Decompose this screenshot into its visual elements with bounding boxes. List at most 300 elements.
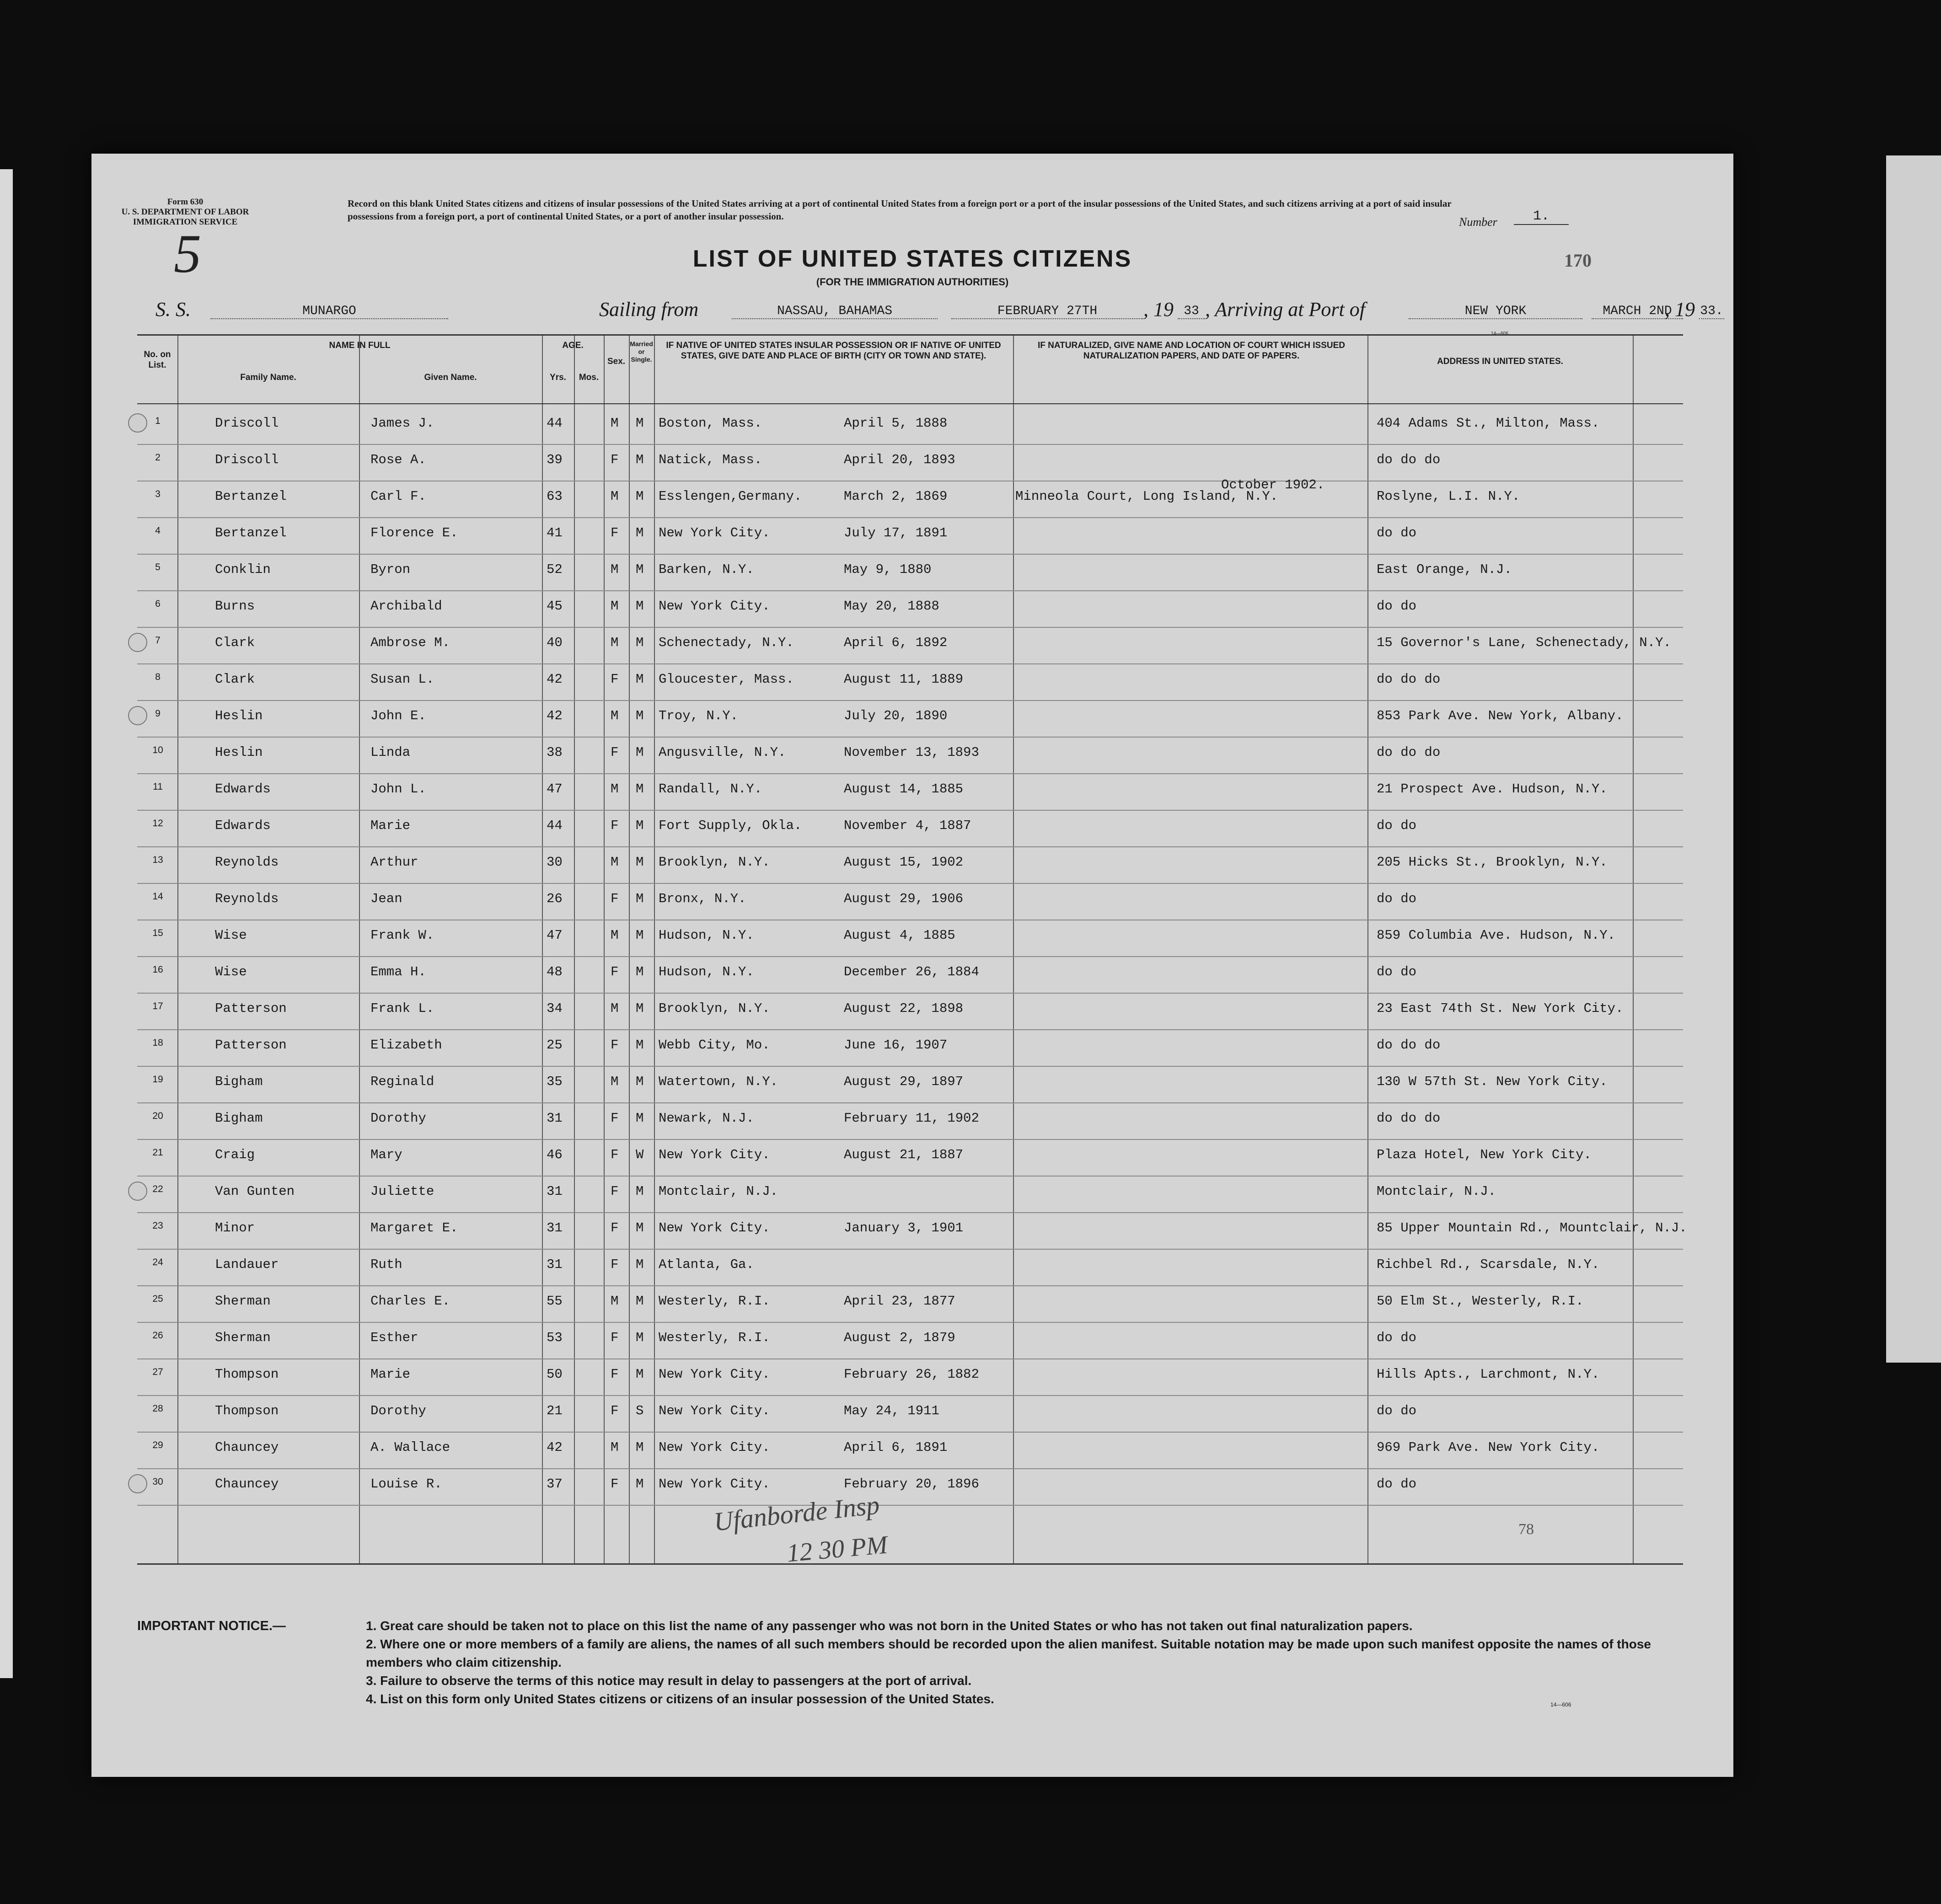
sex: F <box>611 1330 619 1345</box>
sex: M <box>611 599 619 614</box>
sex: M <box>611 1001 619 1016</box>
us-address: do do <box>1377 1330 1417 1345</box>
marital-status: M <box>636 928 644 943</box>
age-years: 31 <box>547 1184 563 1199</box>
birth-date: August 11, 1889 <box>844 672 964 687</box>
given-name: Charles E. <box>370 1294 450 1309</box>
sex: F <box>611 452 619 467</box>
given-name: Dorothy <box>370 1403 426 1418</box>
marital-status: M <box>636 452 644 467</box>
birth-place: Montclair, N.J. <box>659 1184 778 1199</box>
sex: M <box>611 562 619 577</box>
inspector-signature: Ufanborde Insp <box>712 1490 881 1537</box>
birth-date: May 20, 1888 <box>844 599 939 614</box>
sex: F <box>611 1476 619 1492</box>
birth-place: New York City. <box>659 1367 770 1382</box>
family-name: Patterson <box>215 1001 287 1016</box>
record-instructions: Record on this blank United States citizens and citizens of insular possessions of the United States arriving at a port of continental United States from a foreign port or a port of the insular possessions of the United States, and such citizens arriving at a port of said insular possessions from a foreign port, a port of continental United States, or a port of another insular possession. <box>348 198 1452 222</box>
age-years: 63 <box>547 489 563 504</box>
marital-status: S <box>636 1403 644 1418</box>
birth-place: Webb City, Mo. <box>659 1038 770 1053</box>
birth-place: Watertown, N.Y. <box>659 1074 778 1089</box>
age-years: 39 <box>547 452 563 467</box>
us-address: Plaza Hotel, New York City. <box>1377 1147 1592 1162</box>
row-number: 27 <box>152 1367 163 1377</box>
marital-status: M <box>636 745 644 760</box>
row-number: 25 <box>152 1294 163 1304</box>
marital-status: M <box>636 1001 644 1016</box>
adjacent-page-right-edge <box>1886 155 1941 1363</box>
sex: M <box>611 1074 619 1089</box>
us-address: do do <box>1377 1403 1417 1418</box>
row-number: 13 <box>152 855 163 865</box>
row-number: 14 <box>152 891 163 902</box>
given-name: Elizabeth <box>370 1038 442 1053</box>
birth-place: Barken, N.Y. <box>659 562 754 577</box>
family-name: Thompson <box>215 1367 279 1382</box>
us-address: 21 Prospect Ave. Hudson, N.Y. <box>1377 781 1608 797</box>
family-name: Heslin <box>215 708 263 723</box>
notice-item: 4. List on this form only United States citizens or citizens of an insular possession of the United States. <box>366 1692 994 1706</box>
given-name: Archibald <box>370 599 442 614</box>
marital-status: M <box>636 599 644 614</box>
given-name: Florence E. <box>370 525 458 540</box>
family-name: Sherman <box>215 1294 271 1309</box>
given-name: Juliette <box>370 1184 434 1199</box>
marital-status: M <box>636 525 644 540</box>
birth-date: February 26, 1882 <box>844 1367 979 1382</box>
marital-status: M <box>636 416 644 431</box>
header-given-name: Given Name. <box>424 373 477 382</box>
birth-date: July 17, 1891 <box>844 525 948 540</box>
age-years: 30 <box>547 855 563 870</box>
birth-date: August 15, 1902 <box>844 855 964 870</box>
margin-stamp: 78 <box>1518 1521 1534 1538</box>
birth-place: New York City. <box>659 1440 770 1455</box>
birth-place: Westerly, R.I. <box>659 1294 770 1309</box>
birth-date: August 29, 1906 <box>844 891 964 906</box>
age-years: 55 <box>547 1294 563 1309</box>
age-years: 35 <box>547 1074 563 1089</box>
voyage-line <box>155 298 1733 325</box>
given-name: Frank L. <box>370 1001 434 1016</box>
birth-date: May 24, 1911 <box>844 1403 939 1418</box>
sailing-from-label: Sailing from <box>599 298 699 321</box>
arrival-date: MARCH 2ND <box>1592 304 1683 319</box>
header-address: ADDRESS IN UNITED STATES. <box>1437 357 1563 366</box>
marital-status: M <box>636 891 644 906</box>
family-name: Reynolds <box>215 855 279 870</box>
birth-date: April 20, 1893 <box>844 452 955 467</box>
sex: M <box>611 635 619 650</box>
sex: F <box>611 525 619 540</box>
marital-status: W <box>636 1147 644 1162</box>
us-address: 85 Upper Mountain Rd., Mountclair, N.J. <box>1377 1220 1687 1235</box>
birth-date: August 14, 1885 <box>844 781 964 797</box>
sex: F <box>611 1257 619 1272</box>
birth-date: March 2, 1869 <box>844 489 948 504</box>
marital-status: M <box>636 1257 644 1272</box>
sex: M <box>611 489 619 504</box>
family-name: Thompson <box>215 1403 279 1418</box>
manifest-sheet <box>91 154 1733 1777</box>
arrival-year: 33. <box>1699 304 1724 319</box>
age-years: 34 <box>547 1001 563 1016</box>
arrival-port: NEW YORK <box>1409 304 1582 319</box>
birth-date: April 6, 1892 <box>844 635 948 650</box>
binder-hole <box>128 1182 147 1201</box>
marital-status: M <box>636 635 644 650</box>
row-number: 19 <box>152 1074 163 1085</box>
age-years: 47 <box>547 781 563 797</box>
marital-status: M <box>636 964 644 979</box>
given-name: Reginald <box>370 1074 434 1089</box>
sex: F <box>611 1403 619 1418</box>
us-address: Roslyne, L.I. N.Y. <box>1377 489 1520 504</box>
given-name: Marie <box>370 1367 411 1382</box>
age-years: 47 <box>547 928 563 943</box>
row-number: 11 <box>153 781 163 792</box>
family-name: Reynolds <box>215 891 279 906</box>
us-address: 859 Columbia Ave. Hudson, N.Y. <box>1377 928 1616 943</box>
sex: F <box>611 1111 619 1126</box>
family-name: Burns <box>215 599 255 614</box>
row-number: 24 <box>152 1257 163 1268</box>
birth-place: Esslengen,Germany. <box>659 489 802 504</box>
age-years: 21 <box>547 1403 563 1418</box>
form-code: 14—606 <box>1550 1701 1571 1708</box>
family-name: Craig <box>215 1147 255 1162</box>
age-years: 40 <box>547 635 563 650</box>
family-name: Wise <box>215 964 247 979</box>
marital-status: M <box>636 1294 644 1309</box>
age-years: 25 <box>547 1038 563 1053</box>
sex: M <box>611 1294 619 1309</box>
given-name: Louise R. <box>370 1476 442 1492</box>
birth-date: August 21, 1887 <box>844 1147 964 1162</box>
family-name: Landauer <box>215 1257 279 1272</box>
us-address: 969 Park Ave. New York City. <box>1377 1440 1600 1455</box>
family-name: Edwards <box>215 781 271 797</box>
age-years: 31 <box>547 1111 563 1126</box>
given-name: Arthur <box>370 855 418 870</box>
notice-title: IMPORTANT NOTICE.— <box>137 1619 286 1633</box>
birth-place: Westerly, R.I. <box>659 1330 770 1345</box>
us-address: Hills Apts., Larchmont, N.Y. <box>1377 1367 1600 1382</box>
birth-place: New York City. <box>659 1403 770 1418</box>
form-identifier: Form 630 U. S. DEPARTMENT OF LABOR IMMIGRATION SERVICE <box>121 197 249 227</box>
marital-status: M <box>636 1476 644 1492</box>
number-value: 1. <box>1514 209 1569 225</box>
us-address: do do <box>1377 1476 1417 1492</box>
header-family-name: Family Name. <box>240 373 296 382</box>
header-mos: Mos. <box>579 373 599 382</box>
given-name: Mary <box>370 1147 402 1162</box>
family-name: Sherman <box>215 1330 271 1345</box>
binder-hole <box>128 1474 147 1493</box>
ship-name: MUNARGO <box>210 304 448 319</box>
age-years: 44 <box>547 818 563 833</box>
birth-place: Schenectady, N.Y. <box>659 635 794 650</box>
birth-place: New York City. <box>659 525 770 540</box>
birth-date: January 3, 1901 <box>844 1220 964 1235</box>
birth-date: August 22, 1898 <box>844 1001 964 1016</box>
age-years: 42 <box>547 672 563 687</box>
family-name: Bertanzel <box>215 489 287 504</box>
given-name: Emma H. <box>370 964 426 979</box>
depart-year: 33 <box>1178 304 1205 319</box>
sex: M <box>611 855 619 870</box>
age-years: 37 <box>547 1476 563 1492</box>
row-number: 2 <box>155 452 161 463</box>
birth-place: Brooklyn, N.Y. <box>659 1001 770 1016</box>
age-years: 45 <box>547 599 563 614</box>
age-years: 42 <box>547 708 563 723</box>
us-address: do do do <box>1377 1111 1441 1126</box>
age-years: 31 <box>547 1220 563 1235</box>
birth-place: Brooklyn, N.Y. <box>659 855 770 870</box>
age-years: 41 <box>547 525 563 540</box>
year-prefix-1: , 19 <box>1143 298 1174 321</box>
birth-date: December 26, 1884 <box>844 964 979 979</box>
header-yrs: Yrs. <box>550 373 566 382</box>
family-name: Wise <box>215 928 247 943</box>
marital-status: M <box>636 489 644 504</box>
birth-date: May 9, 1880 <box>844 562 932 577</box>
sex: M <box>611 708 619 723</box>
depart-date: FEBRUARY 27TH <box>951 304 1143 319</box>
handwritten-mark: 5 <box>174 223 201 284</box>
birth-place: Angusville, N.Y. <box>659 745 786 760</box>
marital-status: M <box>636 672 644 687</box>
family-name: Clark <box>215 672 255 687</box>
birth-place: Boston, Mass. <box>659 416 762 431</box>
us-address: do do do <box>1377 452 1441 467</box>
arriving-label: , Arriving at Port of <box>1205 298 1365 321</box>
given-name: Rose A. <box>370 452 426 467</box>
given-name: Frank W. <box>370 928 434 943</box>
sex: F <box>611 1038 619 1053</box>
row-number: 15 <box>152 928 163 938</box>
marital-status: M <box>636 708 644 723</box>
marital-status: M <box>636 1074 644 1089</box>
given-name: Ambrose M. <box>370 635 450 650</box>
header-naturalized: IF NATURALIZED, GIVE NAME AND LOCATION OF COURT WHICH ISSUED NATURALIZATION PAPERS, AND DATE OF PAPERS. <box>1037 341 1345 361</box>
given-name: John L. <box>370 781 426 797</box>
birth-place: Hudson, N.Y. <box>659 928 754 943</box>
sex: M <box>611 416 619 431</box>
us-address: do do do <box>1377 672 1441 687</box>
header-birthplace: IF NATIVE OF UNITED STATES INSULAR POSSESSION OR IF NATIVE OF UNITED STATES, GIVE DATE AND PLACE OF BIRTH (CITY OR TOWN AND STATE). <box>666 341 1001 361</box>
given-name: A. Wallace <box>370 1440 450 1455</box>
marital-status: M <box>636 1367 644 1382</box>
family-name: Chauncey <box>215 1476 279 1492</box>
marital-status: M <box>636 1111 644 1126</box>
us-address: Montclair, N.J. <box>1377 1184 1496 1199</box>
row-number: 18 <box>152 1038 163 1048</box>
header-age: AGE. <box>562 341 584 350</box>
given-name: Esther <box>370 1330 418 1345</box>
family-name: Minor <box>215 1220 255 1235</box>
birth-date: August 29, 1897 <box>844 1074 964 1089</box>
age-years: 48 <box>547 964 563 979</box>
binder-hole <box>128 633 147 652</box>
naturalization-court: Minneola Court, Long Island, N.Y. <box>1015 489 1278 504</box>
sex: F <box>611 1367 619 1382</box>
birth-date: August 4, 1885 <box>844 928 955 943</box>
sex: F <box>611 1184 619 1199</box>
given-name: Linda <box>370 745 411 760</box>
given-name: Carl F. <box>370 489 426 504</box>
marital-status: M <box>636 781 644 797</box>
row-number: 9 <box>155 708 161 719</box>
family-name: Conklin <box>215 562 271 577</box>
sex: F <box>611 964 619 979</box>
birth-date: April 5, 1888 <box>844 416 948 431</box>
header-married-single: Married or Single. <box>630 340 653 363</box>
us-address: 23 East 74th St. New York City. <box>1377 1001 1624 1016</box>
family-name: Clark <box>215 635 255 650</box>
birth-place: Fort Supply, Okla. <box>659 818 802 833</box>
birth-place: Troy, N.Y. <box>659 708 739 723</box>
us-address: do do <box>1377 964 1417 979</box>
marital-status: M <box>636 855 644 870</box>
row-number: 23 <box>152 1220 163 1231</box>
us-address: East Orange, N.J. <box>1377 562 1512 577</box>
age-years: 52 <box>547 562 563 577</box>
us-address: do do <box>1377 599 1417 614</box>
age-years: 50 <box>547 1367 563 1382</box>
row-number: 17 <box>152 1001 163 1011</box>
family-name: Bigham <box>215 1111 263 1126</box>
header-name-in-full: NAME IN FULL <box>329 341 391 350</box>
row-number: 8 <box>155 672 161 682</box>
age-years: 38 <box>547 745 563 760</box>
family-name: Van Gunten <box>215 1184 295 1199</box>
number-label: Number <box>1459 215 1497 229</box>
adjacent-page-left-edge <box>0 169 13 1678</box>
us-address: do do <box>1377 818 1417 833</box>
family-name: Driscoll <box>215 452 279 467</box>
printer-note: 14—606 <box>1491 331 1508 336</box>
marital-status: M <box>636 562 644 577</box>
row-number: 12 <box>152 818 163 829</box>
birth-date: November 4, 1887 <box>844 818 971 833</box>
given-name: Marie <box>370 818 411 833</box>
given-name: Ruth <box>370 1257 402 1272</box>
family-name: Driscoll <box>215 416 279 431</box>
sex: M <box>611 781 619 797</box>
birth-place: New York City. <box>659 1476 770 1492</box>
manifest-table <box>137 334 1687 1565</box>
notice-item: 3. Failure to observe the terms of this notice may result in delay to passengers at the port of arrival. <box>366 1674 972 1688</box>
birth-date: June 16, 1907 <box>844 1038 948 1053</box>
birth-place: New York City. <box>659 599 770 614</box>
row-number: 7 <box>155 635 161 646</box>
us-address: 130 W 57th St. New York City. <box>1377 1074 1608 1089</box>
us-address: 50 Elm St., Westerly, R.I. <box>1377 1294 1584 1309</box>
birth-date: February 11, 1902 <box>844 1111 979 1126</box>
page-subtitle: (FOR THE IMMIGRATION AUTHORITIES) <box>816 276 1009 288</box>
naturalization-date: October 1902. <box>1221 477 1325 492</box>
given-name: Susan L. <box>370 672 434 687</box>
birth-place: New York City. <box>659 1147 770 1162</box>
binder-hole <box>128 413 147 433</box>
row-number: 26 <box>152 1330 163 1341</box>
birth-place: Bronx, N.Y. <box>659 891 746 906</box>
birth-date: November 13, 1893 <box>844 745 979 760</box>
age-years: 53 <box>547 1330 563 1345</box>
row-number: 29 <box>152 1440 163 1450</box>
header-sex: Sex. <box>607 357 626 366</box>
birth-place: Atlanta, Ga. <box>659 1257 754 1272</box>
us-address: do do do <box>1377 1038 1441 1053</box>
us-address: 404 Adams St., Milton, Mass. <box>1377 416 1600 431</box>
row-number: 20 <box>152 1111 163 1121</box>
row-number: 3 <box>155 489 161 499</box>
row-number: 22 <box>152 1184 163 1194</box>
age-years: 26 <box>547 891 563 906</box>
marital-status: M <box>636 1330 644 1345</box>
birth-place: Gloucester, Mass. <box>659 672 794 687</box>
age-years: 42 <box>547 1440 563 1455</box>
row-number: 1 <box>155 416 161 426</box>
us-address: Richbel Rd., Scarsdale, N.Y. <box>1377 1257 1600 1272</box>
sex: F <box>611 1220 619 1235</box>
birth-date: April 23, 1877 <box>844 1294 955 1309</box>
family-name: Chauncey <box>215 1440 279 1455</box>
us-address: 853 Park Ave. New York, Albany. <box>1377 708 1624 723</box>
birth-date: August 2, 1879 <box>844 1330 955 1345</box>
sex: M <box>611 928 619 943</box>
ss-label: S. S. <box>155 298 191 321</box>
birth-date: July 20, 1890 <box>844 708 948 723</box>
us-address: 205 Hicks St., Brooklyn, N.Y. <box>1377 855 1608 870</box>
given-name: Jean <box>370 891 402 906</box>
birth-date: February 20, 1896 <box>844 1476 979 1492</box>
given-name: Byron <box>370 562 411 577</box>
birth-date: April 6, 1891 <box>844 1440 948 1455</box>
sailing-from-value: NASSAU, BAHAMAS <box>732 304 938 319</box>
row-number: 6 <box>155 599 161 609</box>
binder-hole <box>128 706 147 725</box>
page-title: LIST OF UNITED STATES CITIZENS <box>692 246 1132 272</box>
row-number: 4 <box>155 525 161 536</box>
year-prefix-2: , 19 <box>1665 298 1695 321</box>
birth-place: Newark, N.J. <box>659 1111 754 1126</box>
age-years: 31 <box>547 1257 563 1272</box>
row-number: 16 <box>152 964 163 975</box>
sex: F <box>611 1147 619 1162</box>
birth-place: Randall, N.Y. <box>659 781 762 797</box>
sex: F <box>611 672 619 687</box>
header-no: No. on List. <box>144 350 171 370</box>
sex: F <box>611 745 619 760</box>
birth-place: New York City. <box>659 1220 770 1235</box>
age-years: 44 <box>547 416 563 431</box>
sex: F <box>611 891 619 906</box>
family-name: Bertanzel <box>215 525 287 540</box>
family-name: Bigham <box>215 1074 263 1089</box>
family-name: Patterson <box>215 1038 287 1053</box>
us-address: do do <box>1377 891 1417 906</box>
birth-place: Natick, Mass. <box>659 452 762 467</box>
marital-status: M <box>636 818 644 833</box>
sex: F <box>611 818 619 833</box>
given-name: John E. <box>370 708 426 723</box>
given-name: James J. <box>370 416 434 431</box>
us-address: do do <box>1377 525 1417 540</box>
